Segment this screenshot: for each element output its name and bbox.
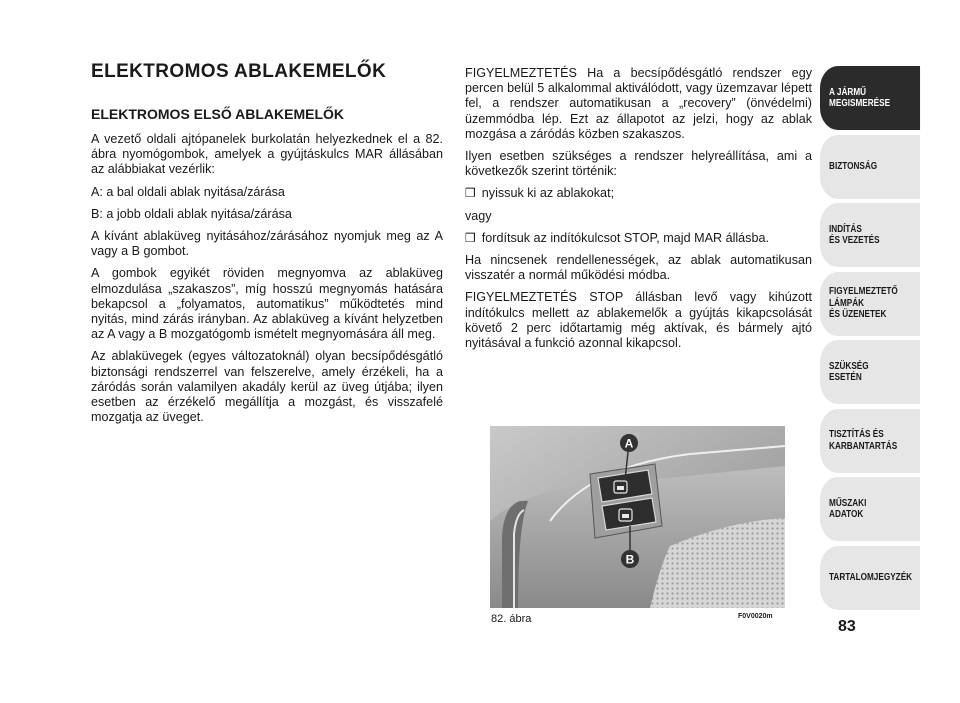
chapter-sidebar — [820, 66, 920, 614]
label-b: B — [625, 552, 635, 567]
page-number: 83 — [838, 618, 856, 635]
sidebar-tab-0[interactable] — [820, 66, 920, 130]
paragraph: vagy — [465, 208, 492, 223]
paragraph: A: a bal oldali ablak nyitása/zárása — [91, 184, 285, 199]
bullet-text: fordítsuk az indítókulcsot STOP, majd MAR állásba. — [481, 230, 769, 245]
paragraph: A gombok egyikét röviden megnyomva az ablaküveg elmozdulása „szakaszos”, míg hosszú megnyomás hatására bekapcsol a „folyamatos, automatikus” működtetés mind nyitás, mind zárás irányban. Az ablaküveg a kívánt helyzetben az A vagy a B mozgatógomb ismételt megnyomására áll meg. — [91, 266, 443, 342]
sidebar-tab-7[interactable] — [820, 546, 920, 610]
door-panel-illustration — [490, 426, 785, 608]
right-column — [465, 66, 812, 358]
sidebar-tab-1[interactable] — [820, 135, 920, 199]
section-title: ELEKTROMOS ABLAKEMELŐK — [91, 61, 387, 82]
sidebar-tab-label: TISZTÍTÁS ÉS KARBANTARTÁS — [829, 429, 898, 452]
sidebar-tab-label: BIZTONSÁG — [829, 160, 878, 172]
figure-caption: 82. ábra — [491, 613, 532, 625]
checkbox-bullet-icon: ❒ — [465, 186, 476, 201]
sidebar-tab-label: FIGYELMEZTETŐ LÁMPÁK ÉS ÜZENETEK — [829, 286, 898, 321]
bullet-item — [465, 186, 812, 201]
bullet-item — [465, 231, 812, 246]
left-column — [91, 60, 443, 432]
paragraph: Ha nincsenek rendellenességek, az ablak automatikusan visszatér a normál működési módba. — [465, 253, 812, 283]
sidebar-tab-3[interactable] — [820, 272, 920, 336]
sidebar-tab-2[interactable] — [820, 203, 920, 267]
warning-paragraph: FIGYELMEZTETÉS Ha a becsípődésgátló rendszer egy percen belül 5 alkalommal aktiválódott, vagy üzemzavar lépett fel, a rendszer automatikusan a „recovery” (önvédelmi) üzemmódba lép. Ezt az állapotot az jelzi, hogy az ablak mozgása a záródás közben szakaszos. — [465, 66, 812, 141]
sidebar-tab-label: A JÁRMŰ MEGISMERÉSE — [829, 86, 891, 109]
sidebar-tab-label: TARTALOMJEGYZÉK — [829, 571, 913, 583]
paragraph: Az ablaküvegek (egyes változatoknál) olyan becsípődésgátló biztonsági rendszerrel van felszerelve, amely érzékeli, ha a záródás során valamilyen akadály kerül az üveg útjába; ilyen esetben az érzékelő megállítja a mozgást, és visszafelé mozgatja az üveget. — [91, 349, 443, 425]
label-a: A — [624, 436, 634, 451]
warning-paragraph: FIGYELMEZTETÉS STOP állásban levő vagy kihúzott indítókulcs mellett az ablakemelők a gyújtás kikapcsolását követő 2 perc időtartamig még aktívak, és bármely ajtó nyitásával a funkció azonnal kikapcsol. — [465, 290, 812, 351]
checkbox-bullet-icon: ❒ — [465, 230, 476, 245]
window-switch-figure — [490, 426, 785, 608]
sidebar-tab-6[interactable] — [820, 477, 920, 541]
sidebar-tab-4[interactable] — [820, 340, 920, 404]
figure-code: F0V0020m — [738, 613, 773, 620]
paragraph: A vezető oldali ajtópanelek burkolatán helyezkednek el a 82. ábra nyomógombok, amelyek a gyújtáskulcs MAR állásában az alábbiakat vezérlik: — [91, 132, 443, 177]
sidebar-tab-5[interactable] — [820, 409, 920, 473]
paragraph: B: a jobb oldali ablak nyitása/zárása — [91, 206, 292, 221]
section-subtitle: ELEKTROMOS ELSŐ ABLAKEMELŐK — [91, 106, 345, 122]
bullet-text: nyissuk ki az ablakokat; — [481, 186, 615, 201]
sidebar-tab-label: SZÜKSÉG ESETÉN — [829, 360, 869, 383]
sidebar-tab-label: MŰSZAKI ADATOK — [829, 497, 867, 520]
sidebar-tab-label: INDÍTÁS ÉS VEZETÉS — [829, 223, 880, 246]
paragraph: A kívánt ablaküveg nyitásához/zárásához nyomjuk meg az A vagy a B gombot. — [91, 229, 443, 259]
paragraph: Ilyen esetben szükséges a rendszer helyreállítása, ami a következők szerint történik: — [465, 149, 812, 179]
